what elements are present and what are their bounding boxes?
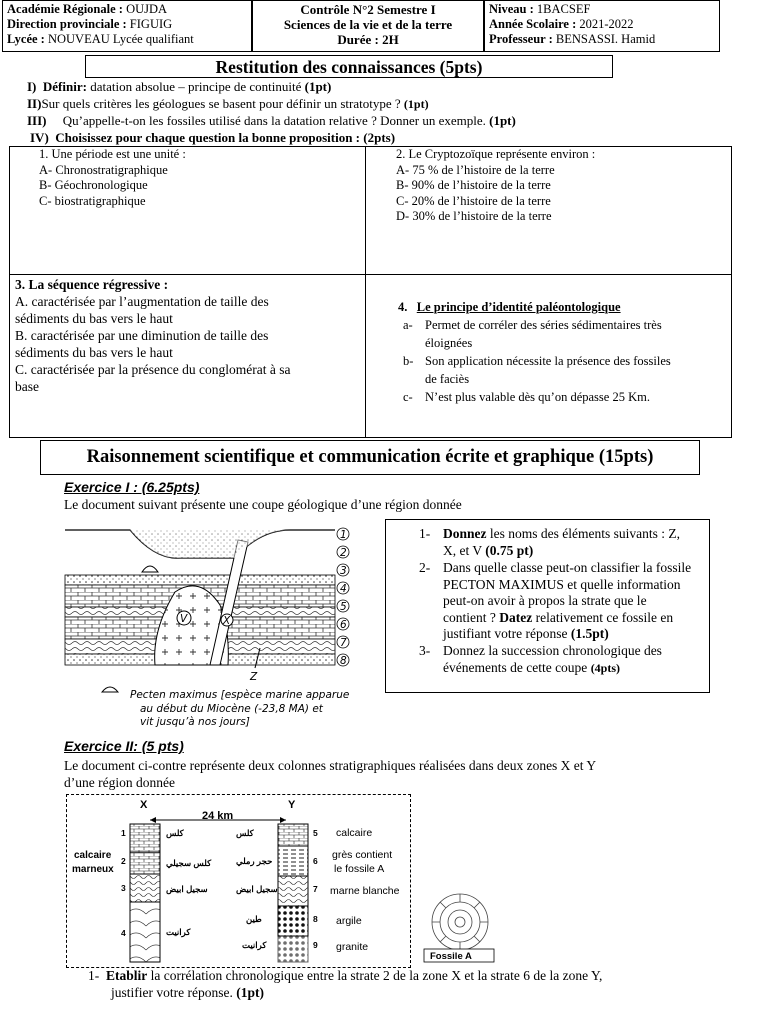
mcq-4-stem: 4. Le principe d’identité paléontologique — [398, 300, 621, 314]
header-niveau: Niveau : 1BACSEF — [489, 2, 591, 16]
svg-text:1: 1 — [340, 529, 347, 541]
pecten-shell-icon — [102, 687, 118, 692]
svg-text:4: 4 — [340, 583, 347, 595]
y-layer-7-ar: سجيل ابيض — [236, 884, 278, 894]
mcq-2-option-b[interactable]: B- 90% de l’histoire de la terre — [396, 178, 551, 192]
ex1-question-2: 2- Dans quelle classe peut-on classifier la fossile PECTON MAXIMUS et quelle information peut-on avoir à propos la strate que le contient ? Datez relativement ce fossile en justifiant votre réponse (1.5pt) — [419, 560, 692, 641]
distance-label: 24 km — [202, 810, 234, 822]
header-academie: Académie Régionale : OUJDA — [7, 2, 168, 16]
mcq-4-option-b[interactable]: b- Son application nécessite la présence des fossiles de faciès — [403, 354, 671, 386]
x-layer-3-ar: سجيل ابيض — [166, 884, 208, 894]
mcq-2 — [396, 147, 595, 225]
y-layer-7-num: 7 — [313, 884, 318, 894]
header-center-box — [252, 0, 484, 52]
y-label-fossile: le fossile A — [334, 863, 385, 875]
y-label-argile: argile — [336, 915, 362, 927]
header-left-box — [2, 0, 252, 52]
mcq-3-option-b-cont[interactable]: sédiments du bas vers le haut — [15, 345, 173, 360]
y-layer-9-num: 9 — [313, 940, 318, 950]
y-layer-9-ar: كرانيت — [242, 940, 267, 950]
x-layer-2-ar: كلس سجيلي — [166, 858, 212, 868]
y-label-granite: granite — [336, 941, 369, 953]
svg-text:6: 6 — [340, 619, 347, 631]
left-label-2: marneux — [72, 864, 114, 875]
header-duree: Durée : 2H — [337, 32, 399, 47]
mcq-4 — [398, 300, 621, 316]
header-annee: Année Scolaire : 2021-2022 — [489, 17, 634, 31]
mcq-1-option-a[interactable]: A- Chronostratigraphique — [39, 162, 168, 177]
ex1-question-3: 3- Donnez la succession chronologique des événements de cette coupe (4pts) — [419, 643, 662, 675]
y-layer-5-num: 5 — [313, 828, 318, 838]
mcq-2-option-a[interactable]: A- 75 % de l’histoire de la terre — [396, 162, 555, 177]
question-4: IV) Choisissez pour chaque question la bonne proposition : (2pts) — [30, 130, 396, 145]
part1-title: Restitution des connaissances (5pts) — [85, 55, 613, 78]
y-layer-6-num: 6 — [313, 856, 318, 866]
zone-x-label: X — [140, 799, 148, 811]
x-layer-1-ar: كلس — [166, 828, 184, 838]
mcq-3-option-b[interactable]: B. caractérisée par une diminution de taille des — [15, 328, 269, 343]
svg-text:2: 2 — [340, 547, 347, 559]
y-label-marne: marne blanche — [330, 885, 400, 897]
fossil-a-label: Fossile A — [430, 951, 472, 962]
question-3: III) Qu’appelle-t-on les fossiles utilisé dans la datation relative ? Donner un exemple. (1pt) — [27, 113, 516, 128]
x-layer-1-num: 1 — [121, 828, 126, 838]
y-label-calcaire: calcaire — [336, 827, 373, 839]
fossil-a-figure — [416, 892, 506, 964]
y-layer-5-ar: كلس — [236, 828, 254, 838]
x-layer-4-num: 4 — [121, 928, 126, 938]
mcq-horizontal-divider — [9, 274, 732, 275]
svg-text:7: 7 — [340, 637, 347, 649]
caption-line-3: vit jusqu’à nos jours] — [140, 716, 250, 728]
mcq-3-option-c[interactable]: C. caractérisée par la présence du conglomérat à sa — [15, 362, 291, 377]
mcq-3-stem: 3. La séquence régressive : — [15, 277, 169, 292]
mcq-3 — [15, 276, 290, 395]
x-layer-4-ar: كرانيت — [166, 927, 191, 937]
header-professeur: Professeur : BENSASSI. Hamid — [489, 32, 656, 46]
mcq-3-option-a[interactable]: A. caractérisée par l’augmentation de taille des — [15, 294, 269, 309]
mcq-2-option-d[interactable]: D- 30% de l’histoire de la terre — [396, 209, 552, 223]
layer-number-labels — [337, 528, 349, 667]
exercice-1-title: Exercice I : (6.25pts) — [64, 479, 200, 495]
header-right-box — [484, 0, 720, 52]
stratigraphic-columns — [66, 796, 411, 966]
caption-line-1: Pecten maximus [espèce marine apparue — [130, 689, 350, 701]
zone-y-label: Y — [288, 799, 296, 811]
mcq-vertical-divider — [365, 146, 366, 438]
question-1: I) Définir: datation absolue – principe de continuité (1pt) — [27, 79, 332, 94]
caption-line-2: au début du Miocène (-23,8 MA) et — [140, 703, 323, 715]
exercice-2-title: Exercice II: (5 pts) — [64, 738, 184, 754]
x-layer-3-num: 3 — [121, 883, 126, 893]
label-V: V — [180, 613, 188, 625]
mcq-3-option-a-cont[interactable]: sédiments du bas vers le haut — [15, 311, 173, 326]
mcq-2-stem: 2. Le Cryptozoïque représente environ : — [396, 147, 596, 161]
part2-title: Raisonnement scientifique et communication écrite et graphique (15pts) — [40, 440, 700, 475]
y-label-gres: grès contient — [332, 849, 393, 861]
mcq-3-option-c-cont[interactable]: base — [15, 379, 39, 394]
mcq-1-option-b[interactable]: B- Géochronologique — [39, 178, 148, 192]
question-2: II)Sur quels critères les géologues se basent pour définir un stratotype ? (1pt) — [27, 96, 429, 111]
mcq-4-option-a[interactable]: a- Permet de corréler des séries sédimentaires très éloignées — [403, 318, 662, 350]
label-Z: Z — [250, 671, 258, 683]
mcq-1-stem: 1. Une période est une unité : — [39, 147, 186, 161]
y-layer-6-ar: حجر رملي — [236, 856, 273, 866]
header-lycee: Lycée : NOUVEAU Lycée qualifiant — [7, 32, 194, 46]
mcq-4-option-c[interactable]: c- N’est plus valable dès qu’on dépasse 25 Km. — [403, 390, 650, 404]
header-direction: Direction provinciale : FIGUIG — [7, 17, 173, 31]
y-layer-8-num: 8 — [313, 914, 318, 924]
header-controle: Contrôle N°2 Semestre I — [300, 2, 436, 17]
ex2-question-1: 1- Etablir la corrélation chronologique entre la strate 2 de la zone X et la strate 6 de la zone Y, justifier votre réponse. (1pt) — [88, 968, 603, 1000]
exercice-2-intro: Le document ci-contre représente deux colonnes stratigraphiques réalisées dans deux zones X et Y d’une région donnée — [64, 758, 597, 790]
svg-text:3: 3 — [340, 565, 347, 577]
exercice-1-intro: Le document suivant présente une coupe géologique d’une région donnée — [64, 497, 462, 512]
mcq-2-option-c[interactable]: C- 20% de l’histoire de la terre — [396, 193, 551, 208]
svg-text:8: 8 — [340, 655, 347, 667]
label-X: X — [223, 615, 231, 627]
y-layer-8-ar: طين — [246, 914, 262, 924]
mcq-1 — [17, 147, 186, 209]
x-layer-2-num: 2 — [121, 856, 126, 866]
left-label-1: calcaire — [74, 850, 112, 861]
geological-cross-section — [60, 520, 360, 730]
mcq-1-option-c[interactable]: C- biostratigraphique — [39, 193, 146, 208]
exercice-1-questions — [385, 519, 710, 693]
ex1-question-1: 1- Donnez les noms des éléments suivants : Z, X, et V (0.75 pt) — [419, 526, 680, 558]
header-matiere: Sciences de la vie et de la terre — [283, 17, 453, 32]
svg-text:5: 5 — [340, 601, 347, 613]
